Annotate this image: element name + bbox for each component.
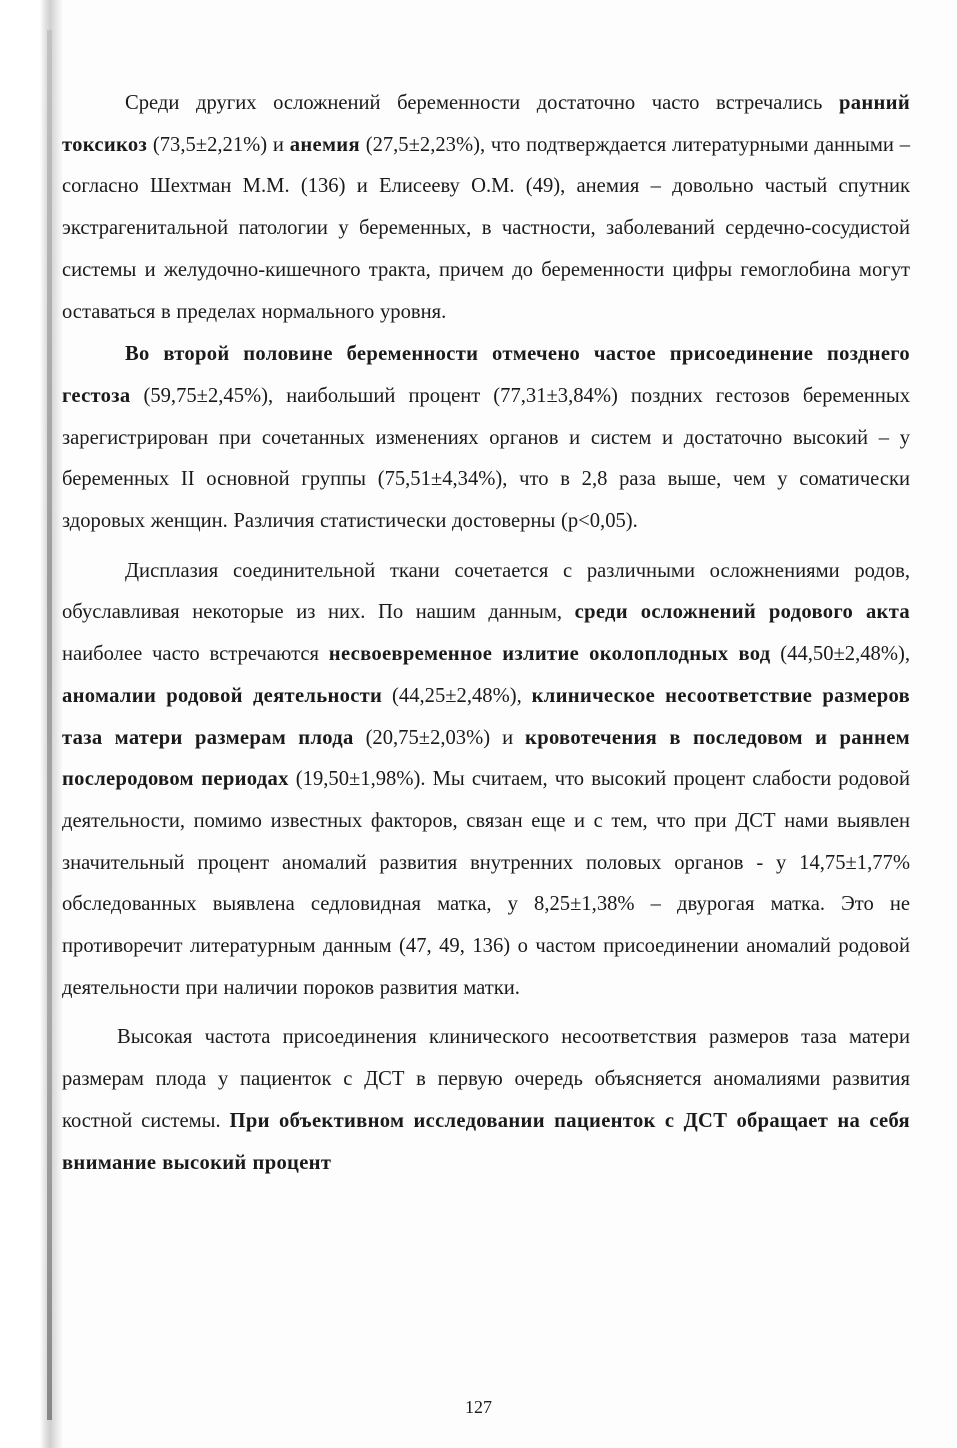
bold-text-run: анемия: [289, 133, 360, 156]
bold-text-run: Во второй половине беременности отмечено частое присоединение позднего гестоза: [62, 343, 910, 407]
text-run: наиболее часто встречаются: [62, 643, 329, 666]
body-text: [62, 83, 910, 1184]
paragraph: [62, 334, 910, 543]
bold-text-run: несвоевременное излитие околоплодных вод: [328, 643, 771, 666]
text-run: (73,5±2,21%) и: [147, 133, 290, 156]
bold-text-run: При объективном исследовании пациенток с ДСТ обращает на себя внимание высокий процент: [62, 1109, 910, 1174]
binding-edge: [47, 30, 52, 1420]
text-run: (19,50±1,98%). Мы считаем, что высокий процент слабости родовой деятельности, помимо известных факторов, связан еще и с тем, что при ДСТ нами выявлен значительный процент аномалий развития внутренних половых органов - у 14,75±1,77% обследованных выявлена седловидная матка, у 8,25±1,38% – двурогая матка. Это не противоречит литературным данным (47, 49, 136) о частом присоединении аномалий родовой деятельности при наличии пороков развития матки.: [62, 768, 910, 999]
text-run: (44,50±2,48%),: [770, 643, 910, 666]
text-run: Высокая частота присоединения клинического несоответствия размеров таза матери размерам плода у пациенток с ДСТ в первую очередь объясняется аномалиями развития костной системы.: [62, 1026, 910, 1132]
bold-text-run: ранний токсикоз: [62, 92, 910, 156]
page-number: 127: [465, 1397, 492, 1417]
text-run: (44,25±2,48%),: [382, 684, 532, 707]
paragraph: [62, 1017, 910, 1184]
bold-text-run: кровотечения в последовом и раннем послеродовом периодах: [62, 726, 910, 791]
bold-text-run: клиническое несоответствие размеров таза матери размерам плода: [62, 684, 910, 749]
bold-text-run: среди осложнений родового акта: [574, 601, 910, 624]
text-run: (27,5±2,23%), что подтверждается литературными данными – согласно Шехтман М.М. (136) и Елисееву О.М. (49), анемия – довольно частый спутник экстрагенитальной патологии у беременных, в частности, заболеваний сердечно-сосудистой системы и желудочно-кишечного тракта, причем до беременности цифры гемоглобина могут оставаться в пределах нормального уровня.: [62, 133, 911, 323]
bold-text-run: аномалии родовой деятельности: [62, 684, 383, 707]
paragraph: [62, 551, 910, 1010]
paragraph: [62, 83, 910, 333]
text-run: (20,75±2,03%) и: [353, 726, 526, 749]
text-run: (59,75±2,45%), наибольший процент (77,31±3,84%) поздних гестозов беременных зарегистрирован при сочетанных изменениях органов и систем и достаточно высокий – у беременных II основной группы (75,51±4,34%), что в 2,8 раза выше, чем у соматически здоровых женщин. Различия статистически достоверны (р<0,05).: [62, 384, 910, 533]
text-run: Среди других осложнений беременности достаточно часто встречались: [125, 92, 839, 114]
binding-shadow: [0, 0, 64, 1448]
text-run: Дисплазия соединительной ткани сочетается с различными осложнениями родов, обуславливая некоторые из них. По нашим данным,: [62, 559, 910, 624]
